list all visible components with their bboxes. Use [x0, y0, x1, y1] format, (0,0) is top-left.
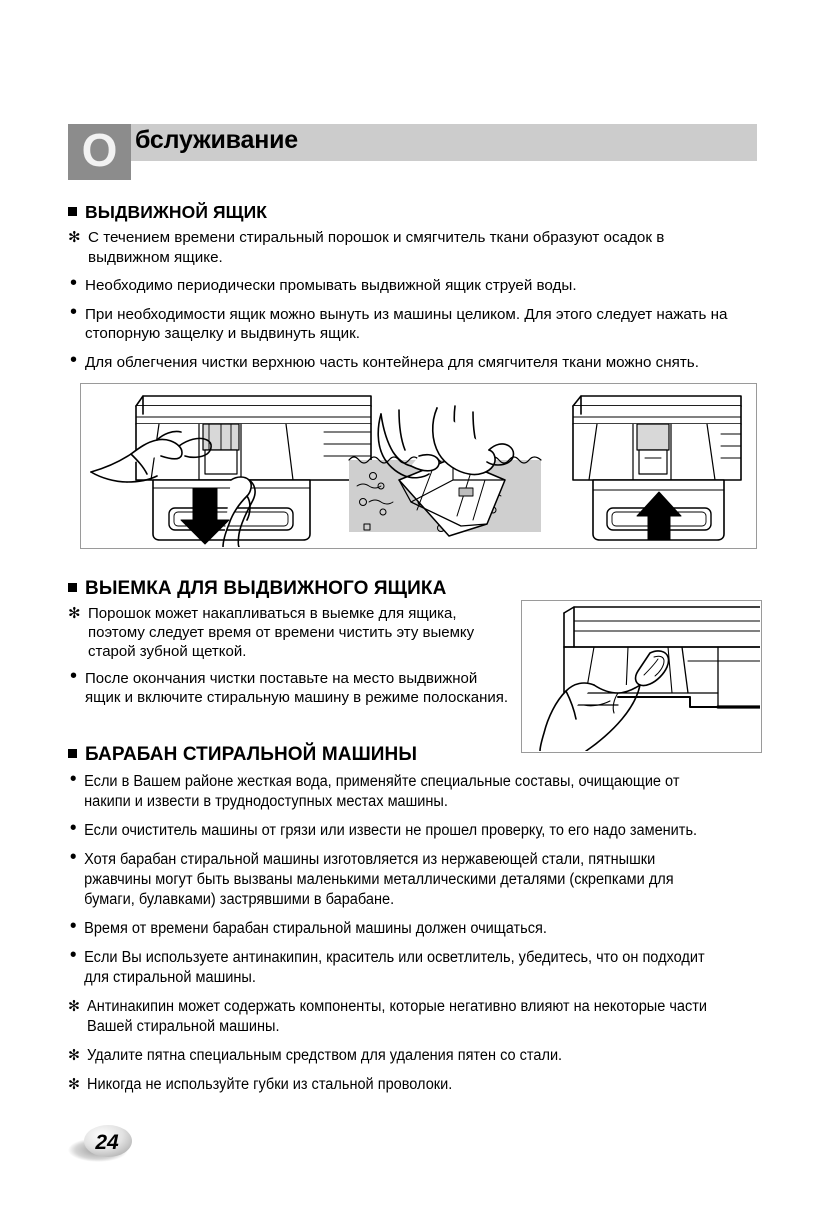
- section-heading-recess: [68, 578, 446, 600]
- section-heading-text: БАРАБАН СТИРАЛЬНОЙ МАШИНЫ: [85, 744, 418, 765]
- list-item-text: Время от времени барабан стиральной машины должен очищаться.: [84, 920, 547, 937]
- section-heading-drawer: [68, 202, 267, 223]
- bullet-marker-icon: •: [69, 846, 77, 868]
- figure-drawer-maintenance-svg: [81, 384, 755, 547]
- list-item-text: Для облегчения чистки верхнюю часть контейнера для смягчителя ткани можно снять.: [85, 353, 699, 371]
- asterisk-marker-icon: ✻: [68, 605, 81, 622]
- list-item: [68, 915, 724, 939]
- list-item: [68, 665, 514, 707]
- list-drum: [68, 768, 758, 1104]
- list-item-text: Необходимо периодически промывать выдвижной ящик струей воды.: [85, 277, 577, 294]
- bullet-square-icon: [68, 583, 77, 592]
- bullet-square-icon: [68, 207, 77, 216]
- figure-clean-recess-svg: [522, 601, 760, 751]
- list-item: [68, 272, 748, 296]
- bullet-marker-icon: •: [69, 817, 77, 839]
- section-heading-text: ВЫДВИЖНОЙ ЯЩИК: [85, 202, 268, 222]
- section-heading-drum: [68, 744, 417, 766]
- list-item-text: Удалите пятна специальным средством для удаления пятен со стали.: [87, 1047, 563, 1064]
- page-number-badge: [66, 1120, 144, 1166]
- asterisk-marker-icon: ✻: [68, 1076, 80, 1093]
- panel-wash-in-water: [349, 406, 541, 536]
- list-item: [68, 1046, 724, 1066]
- list-item: [68, 1075, 724, 1095]
- list-item: [68, 348, 748, 373]
- list-item-text: Хотя барабан стиральной машины изготовляется из нержавеющей стали, пятнышки ржавчины могут быть вызваны маленькими металлическими деталями (скрепками для бумаги, булавками) застрявшими в барабане.: [84, 851, 674, 908]
- list-item-text: Если очиститель машины от грязи или извести не прошел проверку, то его надо заменить.: [84, 822, 698, 839]
- figure-drawer-maintenance: [80, 383, 757, 549]
- list-item: [68, 944, 724, 988]
- bullet-marker-icon: •: [70, 272, 78, 294]
- list-item-text: При необходимости ящик можно вынуть из машины целиком. Для этого следует нажать на стопорную защелку и выдвинуть ящик.: [85, 305, 728, 342]
- list-item: [68, 300, 748, 344]
- list-item: [68, 768, 724, 812]
- page-number-text: 24: [95, 1131, 119, 1154]
- asterisk-marker-icon: ✻: [68, 1047, 80, 1064]
- list-item-text: После окончания чистки поставьте на место выдвижной ящик и включите стиральную машину в режиме полоскания.: [85, 670, 509, 706]
- list-item-text: Антинакипин может содержать компоненты, которые негативно влияют на некоторые части Вашей стиральной машины.: [87, 998, 708, 1035]
- asterisk-marker-icon: ✻: [68, 229, 81, 246]
- panel-reinsert-drawer: [573, 396, 741, 540]
- section-drop-cap: О: [68, 124, 131, 180]
- list-item-text: С течением времени стиральный порошок и смягчитель ткани образуют осадок в выдвижном ящике.: [88, 229, 665, 266]
- bullet-square-icon: [68, 749, 77, 758]
- list-item: [68, 228, 748, 267]
- list-item-text: Если в Вашем районе жесткая вода, применяйте специальные составы, очищающие от накипи и извести в труднодоступных местах машины.: [84, 773, 680, 810]
- asterisk-marker-icon: ✻: [68, 998, 80, 1015]
- figure-clean-recess: [521, 600, 762, 753]
- list-recess: [68, 604, 514, 715]
- list-item: [68, 846, 724, 910]
- page-title: бслуживание: [135, 126, 298, 154]
- list-drawer: [68, 228, 748, 381]
- list-item: [68, 997, 724, 1037]
- bullet-marker-icon: •: [70, 300, 78, 323]
- list-item-text: Порошок может накапливаться в выемке для ящика, поэтому следует время от времени чистить эту выемку старой зубной щеткой.: [88, 605, 475, 660]
- list-item: [68, 604, 514, 661]
- bullet-marker-icon: •: [69, 944, 77, 966]
- list-item-text: Никогда не используйте губки из стальной проволоки.: [87, 1076, 453, 1093]
- list-item-text: Если Вы используете антинакипин, краситель или осветлитель, убедитесь, что он подходит для стиральной машины.: [84, 949, 705, 986]
- list-item: [68, 817, 724, 841]
- bullet-marker-icon: •: [70, 348, 78, 371]
- panel-press-latch: [91, 396, 371, 547]
- bullet-marker-icon: •: [69, 768, 77, 790]
- bullet-marker-icon: •: [70, 665, 78, 687]
- section-heading-text: ВЫЕМКА ДЛЯ ВЫДВИЖНОГО ЯЩИКА: [85, 578, 447, 599]
- bullet-marker-icon: •: [69, 915, 77, 937]
